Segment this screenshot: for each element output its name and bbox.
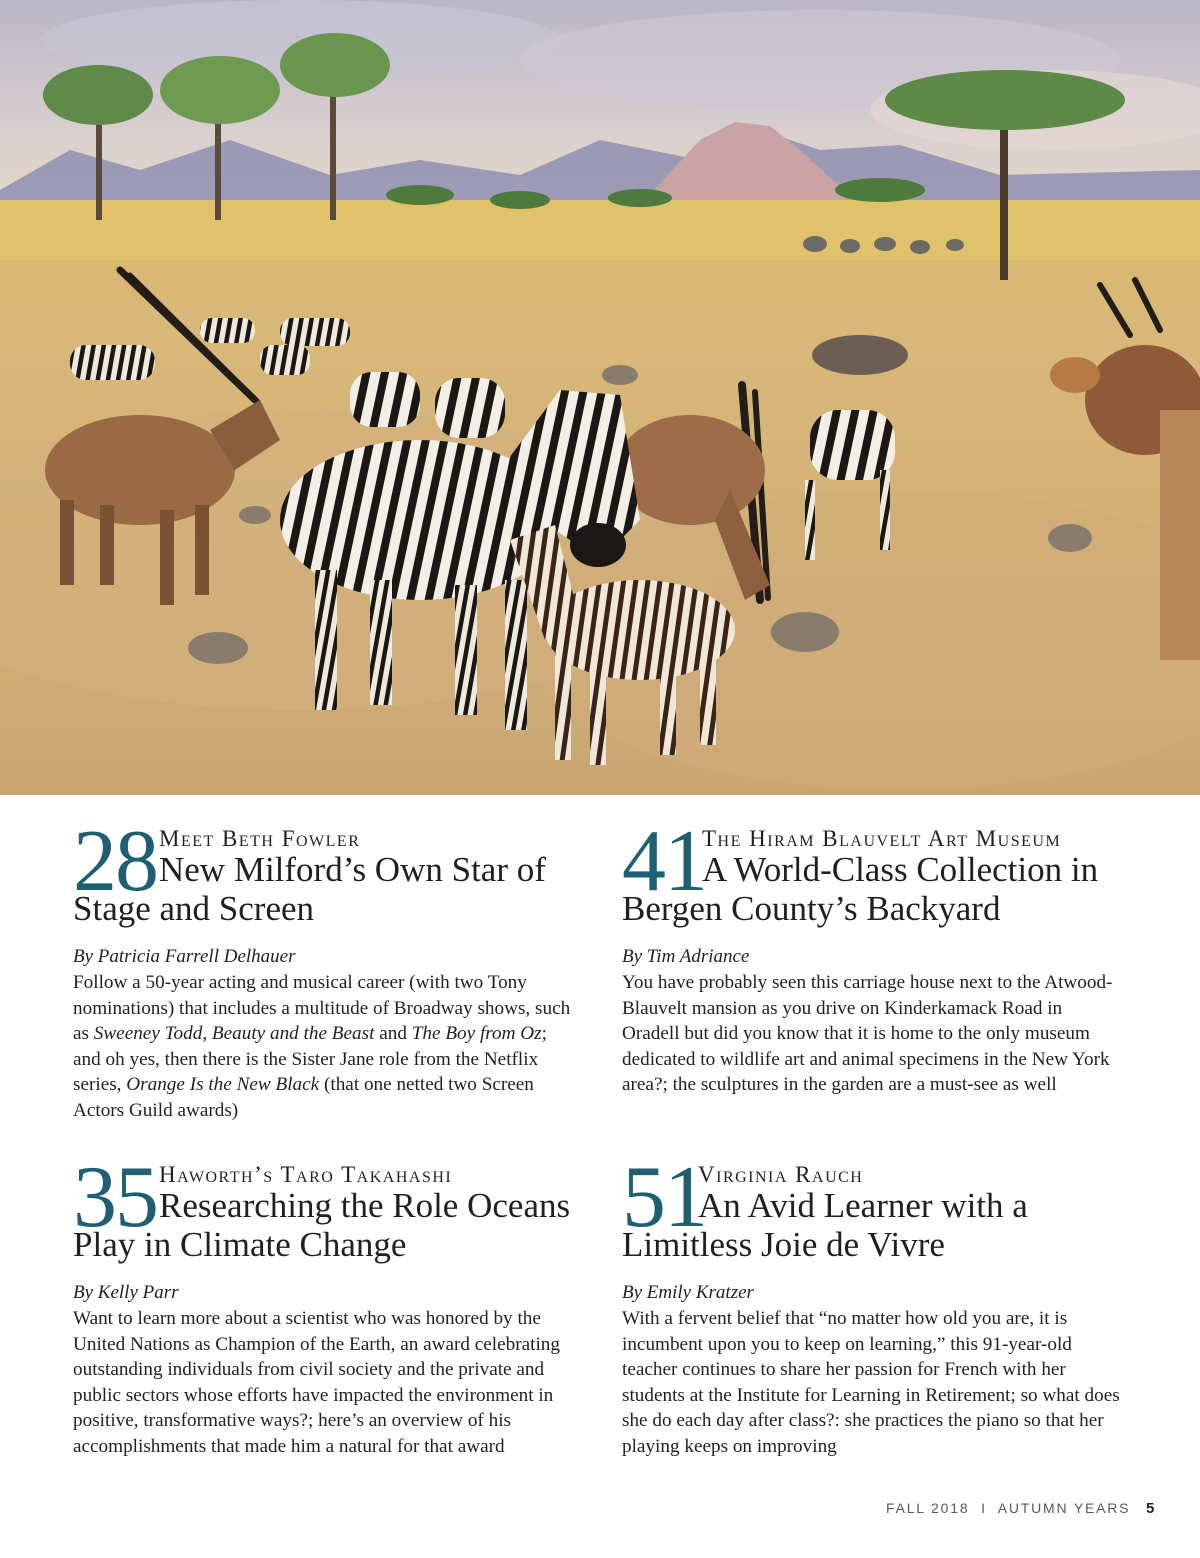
footer-publication: AUTUMN YEARS bbox=[997, 1500, 1131, 1516]
article-summary: With a fervent belief that “no matter how old you are, it is incumbent upon you to keep on learning,” this 91-year-old teacher continues to share her passion for French with her students at the Institute for Learning in Retirement; so what does she do each day after class?: she practices the piano so that her playing keeps on improving bbox=[622, 1308, 1120, 1457]
article-title-line2: Play in Climate Change bbox=[73, 1225, 407, 1264]
page-number-ref: 28 bbox=[73, 813, 157, 910]
article-byline: By Patricia Farrell Delhauer bbox=[73, 946, 296, 967]
article-title-line1: A World-Class Collection in bbox=[702, 850, 1099, 889]
article-35 bbox=[73, 1149, 573, 1460]
article-heading bbox=[622, 1149, 1122, 1264]
article-title-line1: Researching the Role Oceans bbox=[159, 1186, 571, 1225]
footer-separator: I bbox=[981, 1500, 987, 1516]
article-heading bbox=[73, 1149, 573, 1264]
article-41 bbox=[622, 813, 1122, 1098]
article-summary: Follow a 50-year acting and musical career (with two Tony nominations) that includes a multitude of Broadway shows, such as Sweeney Todd, Beauty and the Beast and The Boy from Oz; and oh yes, then there is the Sister Jane role from the Netflix series, Orange Is the New Black (that one netted two Screen Actors Guild awards) bbox=[73, 972, 571, 1121]
article-title-line2: Stage and Screen bbox=[73, 889, 315, 928]
footer-issue: FALL 2018 bbox=[886, 1500, 970, 1516]
article-byline: By Emily Kratzer bbox=[622, 1282, 754, 1303]
page-number-ref: 35 bbox=[73, 1149, 157, 1246]
footer-page-number: 5 bbox=[1146, 1500, 1157, 1517]
article-kicker: Meet Beth Fowler bbox=[159, 826, 361, 851]
article-heading bbox=[73, 813, 573, 928]
article-kicker: The Hiram Blauvelt Art Museum bbox=[702, 826, 1062, 851]
article-summary: You have probably seen this carriage house next to the Atwood-Blauvelt mansion as you drive on Kinderkamack Road in Oradell but did you know that it is home to the only museum dedicated to wildlife art and animal specimens in the New York area?; the sculptures in the garden are a must-see as well bbox=[622, 972, 1113, 1096]
article-byline: By Tim Adriance bbox=[622, 946, 750, 967]
article-28 bbox=[73, 813, 573, 1124]
article-title-line2: Limitless Joie de Vivre bbox=[622, 1225, 945, 1264]
article-kicker: Virginia Rauch bbox=[698, 1162, 864, 1187]
article-51 bbox=[622, 1149, 1122, 1460]
article-title-line1: New Milford’s Own Star of bbox=[159, 850, 546, 889]
page-number-ref: 51 bbox=[622, 1149, 706, 1246]
resting-animal bbox=[812, 335, 908, 375]
page-footer bbox=[886, 1500, 1157, 1517]
article-kicker: Haworth’s Taro Takahashi bbox=[159, 1162, 453, 1187]
article-byline: By Kelly Parr bbox=[73, 1282, 179, 1303]
article-summary: Want to learn more about a scientist who was honored by the United Nations as Champion of the Earth, an award celebrating outstanding individuals from civil society and the private and public sectors whose efforts have impacted the environment in positive, transformative ways?; here’s an overview of his accomplishments that made him a natural for that award bbox=[73, 1308, 560, 1457]
page-number-ref: 41 bbox=[622, 813, 706, 910]
article-title-line2: Bergen County’s Backyard bbox=[622, 889, 1001, 928]
article-heading bbox=[622, 813, 1122, 928]
article-title-line1: An Avid Learner with a bbox=[698, 1186, 1028, 1225]
